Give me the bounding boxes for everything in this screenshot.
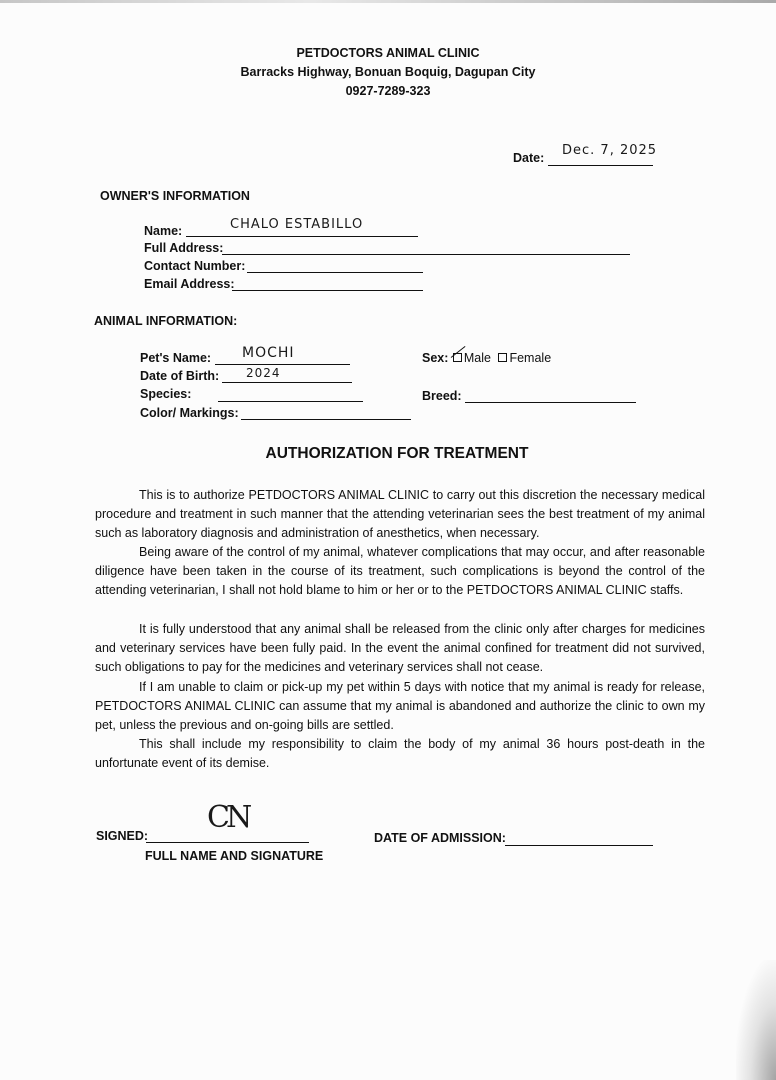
dob-line <box>222 382 352 383</box>
owner-email-field[interactable] <box>232 290 423 291</box>
owner-address-field[interactable] <box>222 254 630 255</box>
sex-label: Sex: <box>422 351 449 365</box>
male-option-label: Male <box>463 351 491 365</box>
admission-date-field[interactable] <box>505 845 653 846</box>
authorization-paragraph-4: If I am unable to claim or pick-up my pet within 5 days with notice that my animal is ready for release, PETDOCTORS ANIMAL CLINIC can assume that my animal is abandoned and authorize the clinic to own my pet, unless the previous and on-going bills are settled. <box>95 680 705 732</box>
species-field[interactable] <box>218 401 363 402</box>
color-markings-field[interactable] <box>241 419 411 420</box>
clinic-phone: 0927-7289-323 <box>345 84 431 98</box>
authorization-paragraph-3: It is fully understood that any animal shall be released from the clinic only after charges for medicines and veterinary services have been fully paid. In the event the animal confined for treatment did not survived, such obligations to pay for the medicines and veterinary services shall not cease. <box>95 622 705 674</box>
owner-name-value[interactable]: CHALO ESTABILLO <box>230 217 364 232</box>
dob-value[interactable]: 2024 <box>246 366 281 380</box>
clinic-name: PETDOCTORS ANIMAL CLINIC <box>296 46 480 60</box>
date-value[interactable]: Dec. 7, 2025 <box>562 143 658 158</box>
admission-date-label: DATE OF ADMISSION: <box>374 831 506 845</box>
dob-label: Date of Birth: <box>140 369 220 383</box>
clinic-address: Barracks Highway, Bonuan Boquig, Dagupan City <box>240 65 536 79</box>
owner-contact-field[interactable] <box>247 272 423 273</box>
authorization-paragraph-1: This is to authorize PETDOCTORS ANIMAL CLINIC to carry out this discretion the necessary medical procedure and treatment in such manner that the attending veterinarian sees the best treatment of my animal such as laboratory diagnosis and administration of anesthetics, when necessary. <box>95 488 705 540</box>
scan-shadow <box>736 960 776 1080</box>
color-markings-label: Color/ Markings: <box>140 406 239 420</box>
date-line <box>548 165 653 166</box>
sex-group <box>422 351 551 365</box>
scan-edge <box>0 0 776 3</box>
signed-label: SIGNED: <box>96 829 149 843</box>
breed-label: Breed: <box>422 389 462 403</box>
authorization-title: AUTHORIZATION FOR TREATMENT <box>265 445 529 462</box>
female-option-label: Female <box>509 351 552 365</box>
pet-name-label: Pet's Name: <box>140 351 212 365</box>
pet-name-value[interactable]: MOCHI <box>242 345 295 361</box>
pet-name-line <box>215 364 350 365</box>
signature-line <box>146 842 309 843</box>
owner-heading: OWNER'S INFORMATION <box>100 189 250 203</box>
owner-address-label: Full Address: <box>144 241 224 255</box>
species-label: Species: <box>140 387 192 401</box>
animal-heading: ANIMAL INFORMATION: <box>94 314 238 328</box>
owner-name-line <box>186 236 418 237</box>
authorization-paragraph-5: This shall include my responsibility to claim the body of my animal 36 hours post-death in the unfortunate event of its demise. <box>95 737 705 770</box>
signature-caption: FULL NAME AND SIGNATURE <box>145 849 324 863</box>
male-checkbox[interactable] <box>453 353 462 362</box>
breed-field[interactable] <box>465 402 636 403</box>
female-checkbox[interactable] <box>498 353 507 362</box>
owner-email-label: Email Address: <box>144 277 235 291</box>
date-label: Date: <box>513 151 545 165</box>
owner-contact-label: Contact Number: <box>144 259 246 273</box>
authorization-paragraph-2: Being aware of the control of my animal, whatever complications that may occur, and after reasonable diligence have been taken in the course of its treatment, such complications is beyond the control of the attending veterinarian, I shall not hold blame to him or her or to the PETDOCTORS ANIMAL CLINIC staffs. <box>95 545 705 597</box>
owner-name-label: Name: <box>144 224 183 238</box>
signature-mark[interactable]: CN <box>207 800 249 835</box>
